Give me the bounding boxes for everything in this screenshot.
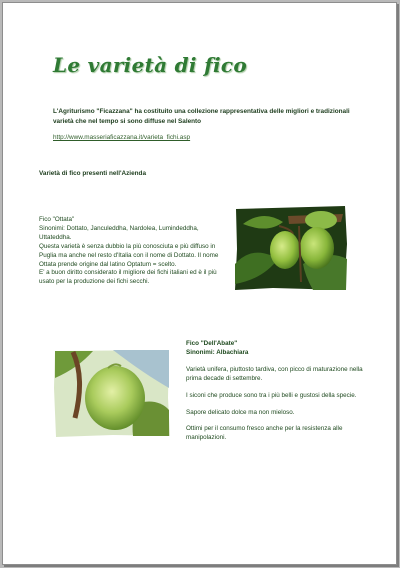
variety-ottata-description: Questa varietà è senza dubbio la più conosciuta e più diffuso in Puglia ma anche nel resto d'Italia con il nome di Dottato. Il nome Ottata prende origine dal latino Optatum = scelto. <box>39 242 219 268</box>
ottata-fig-photo <box>233 204 349 292</box>
variety-abate-paragraph-1: Varietà unifera, piuttosto tardiva, con picco di maturazione nella prima decade di settembre. <box>186 365 363 382</box>
variety-abate-paragraph-3: Sapore delicato dolce ma non mieloso. <box>186 408 295 416</box>
website-link[interactable]: http://www.masseriaficazzana.it/varieta_fichi.asp <box>53 134 191 141</box>
variety-ottata-text <box>39 216 231 287</box>
page-title: Le varietà di fico <box>53 53 248 77</box>
section-heading: Varietà di fico presenti nell'Azienda <box>39 170 146 177</box>
variety-ottata-note: E' a buon diritto considerato il migliore dei fichi italiani ed è il più usato per la produzione dei fichi secchi. <box>39 269 217 286</box>
variety-abate-paragraph-2: I siconi che produce sono tra i più belli e gustosi della specie. <box>186 391 357 399</box>
variety-ottata-name: Fico "Ottata" <box>39 216 75 223</box>
variety-abate-paragraph-4: Ottimi per il consumo fresco anche per la resistenza alle manipolazioni. <box>186 425 343 442</box>
document-page <box>2 2 397 565</box>
variety-abate-synonyms: Sinonimi: Albachiara <box>186 348 249 356</box>
variety-abate-text <box>186 340 368 443</box>
variety-ottata-synonyms: Sinonimi: Dottato, Janculeddha, Nardolea, Lumindeddha, Uttateddha. <box>39 224 199 241</box>
abate-fig-photo <box>53 348 171 438</box>
variety-abate-name: Fico "Dell'Abate" <box>186 340 238 347</box>
intro-paragraph: L'Agriturismo "Ficazzana" ha costituito una collezione rappresentativa delle migliori e tradizionali varietà che nel tempo si sono diffuse nel Salento <box>53 108 350 125</box>
